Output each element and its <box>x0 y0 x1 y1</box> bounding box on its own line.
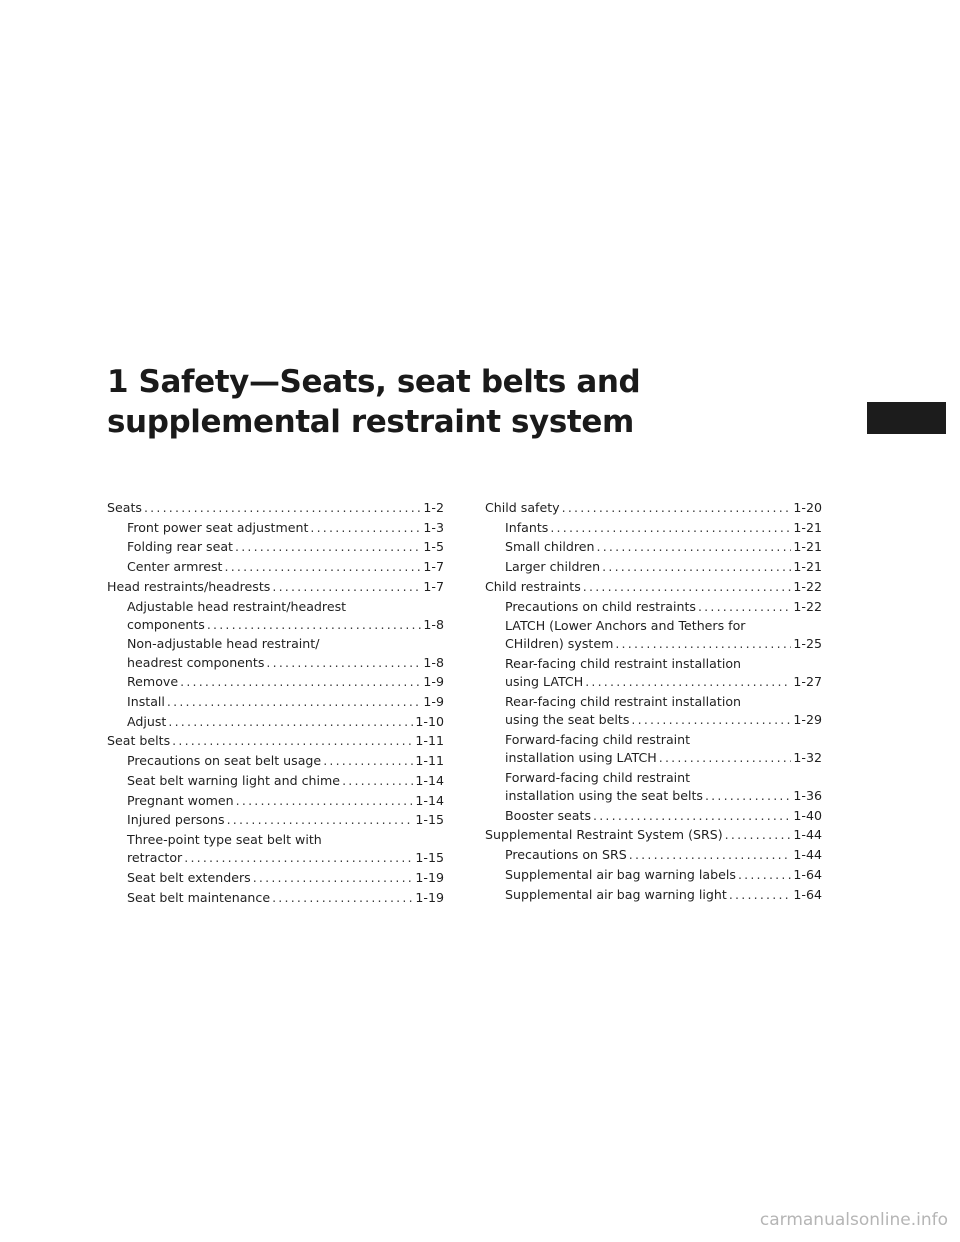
toc-entry[interactable] <box>107 732 444 750</box>
toc-page-number: 1-44 <box>793 847 822 863</box>
toc-entry-row <box>127 772 444 790</box>
toc-entry[interactable] <box>485 693 822 729</box>
toc-entry[interactable] <box>107 693 444 711</box>
toc-entry[interactable] <box>107 713 444 731</box>
toc-page-number: 1-44 <box>793 827 822 843</box>
toc-page-number: 1-7 <box>423 578 444 594</box>
toc-entry-label: headrest components <box>127 654 265 670</box>
toc-entry[interactable] <box>107 673 444 691</box>
toc-entry-row <box>127 713 444 731</box>
toc-page-number: 1-9 <box>423 694 444 710</box>
toc-entry-label: Seat belt extenders <box>127 869 251 885</box>
toc-entry[interactable] <box>485 499 822 517</box>
toc-dot-leader <box>253 869 414 887</box>
toc-dot-leader <box>342 772 413 790</box>
toc-entry[interactable] <box>485 655 822 691</box>
toc-entry-row <box>127 693 444 711</box>
toc-dot-leader <box>725 826 792 844</box>
toc-entry-label: Adjust <box>127 713 167 729</box>
toc-entry-label: retractor <box>127 850 183 866</box>
toc-entry-label: Child restraints <box>485 578 581 594</box>
toc-entry-label: Install <box>127 694 165 710</box>
toc-entry-row <box>127 558 444 576</box>
toc-entry[interactable] <box>107 538 444 556</box>
toc-dot-leader <box>310 519 421 537</box>
toc-page-number: 1-22 <box>793 598 822 614</box>
toc-page-number: 1-15 <box>415 850 444 866</box>
toc-dot-leader <box>224 558 421 576</box>
toc-dot-leader <box>729 886 792 904</box>
toc-entry[interactable] <box>485 826 822 844</box>
toc-entry-row <box>127 792 444 810</box>
toc-entry-label: Head restraints/headrests <box>107 578 271 594</box>
toc-entry-label: Small children <box>505 539 595 555</box>
toc-entry-row <box>485 578 822 596</box>
toc-entry-label: Seat belts <box>107 733 171 749</box>
toc-page-number: 1-21 <box>793 519 822 535</box>
toc-entry-label: Remove <box>127 674 179 690</box>
toc-entry-label: Pregnant women <box>127 792 234 808</box>
chapter-title <box>107 362 827 442</box>
toc-dot-leader <box>207 616 422 634</box>
toc-dot-leader <box>227 811 414 829</box>
toc-entry-row <box>127 869 444 887</box>
toc-dot-leader <box>593 807 791 825</box>
toc-page-number: 1-14 <box>415 772 444 788</box>
toc-page-number: 1-27 <box>793 674 822 690</box>
toc-entry-row <box>505 558 822 576</box>
toc-entry-label: using the seat belts <box>505 712 630 728</box>
toc-entry-label: Supplemental air bag warning light <box>505 886 727 902</box>
toc-entry-label: Booster seats <box>505 807 592 823</box>
toc-entry-row <box>505 598 822 616</box>
toc-page-number: 1-29 <box>793 712 822 728</box>
toc-entry-label: installation using LATCH <box>505 750 657 766</box>
chapter-title-line-2: supplemental restraint system <box>107 404 634 440</box>
toc-dot-leader <box>597 538 792 556</box>
toc-entry-row <box>127 811 444 829</box>
chapter-thumb-tab <box>867 402 946 434</box>
toc-page-number: 1-9 <box>423 674 444 690</box>
toc-dot-leader <box>585 673 791 691</box>
toc-entry-label: installation using the seat belts <box>505 788 703 804</box>
toc-dot-leader <box>631 711 791 729</box>
toc-entry-row <box>127 889 444 907</box>
toc-entry[interactable] <box>107 499 444 517</box>
toc-entry-label: Supplemental air bag warning labels <box>505 866 736 882</box>
toc-entry-label: Seat belt maintenance <box>127 889 271 905</box>
toc-column-right <box>485 499 822 905</box>
toc-entry-row <box>505 787 822 805</box>
toc-entry[interactable] <box>107 792 444 810</box>
toc-entry-label-line: Three-point type seat belt with <box>127 831 322 847</box>
toc-dot-leader <box>236 792 414 810</box>
toc-entry[interactable] <box>107 598 444 634</box>
toc-entry[interactable] <box>107 558 444 576</box>
toc-entry-row <box>485 499 822 517</box>
toc-entry[interactable] <box>485 886 822 904</box>
toc-page-number: 1-32 <box>793 750 822 766</box>
toc-entry-label-line: Rear-facing child restraint installation <box>505 656 742 672</box>
toc-page-number: 1-25 <box>793 636 822 652</box>
toc-entry-row <box>107 499 444 517</box>
toc-entry[interactable] <box>107 831 444 867</box>
toc-entry-row <box>127 673 444 691</box>
toc-entry[interactable] <box>485 846 822 864</box>
toc-entry[interactable] <box>107 889 444 907</box>
toc-dot-leader <box>705 787 791 805</box>
toc-page-number: 1-7 <box>423 559 444 575</box>
toc-entry[interactable] <box>107 519 444 537</box>
toc-entry-row <box>127 849 444 867</box>
toc-page-number: 1-8 <box>423 654 444 670</box>
toc-dot-leader <box>144 499 421 517</box>
toc-entry-row <box>485 826 822 844</box>
toc-entry-row <box>505 519 822 537</box>
toc-entry-row <box>505 846 822 864</box>
toc-page-number: 1-20 <box>793 500 822 515</box>
toc-entry[interactable] <box>485 598 822 616</box>
toc-entry-row <box>505 866 822 884</box>
toc-entry-label: Seat belt warning light and chime <box>127 772 341 788</box>
toc-entry[interactable] <box>485 578 822 596</box>
toc-entry-label: Precautions on seat belt usage <box>127 753 322 769</box>
toc-dot-leader <box>738 866 791 884</box>
toc-page-number: 1-19 <box>415 869 444 885</box>
toc-dot-leader <box>235 538 421 556</box>
toc-entry[interactable] <box>485 538 822 556</box>
toc-entry-label-line: Adjustable head restraint/headrest <box>127 598 347 614</box>
watermark: carmanualsonline.info <box>759 1210 948 1230</box>
toc-page-number: 1-10 <box>415 713 444 729</box>
toc-page-number: 1-14 <box>415 792 444 808</box>
toc-dot-leader <box>659 749 792 767</box>
toc-dot-leader <box>168 713 413 731</box>
toc-dot-leader <box>602 558 791 576</box>
toc-entry-row <box>505 635 822 653</box>
toc-dot-leader <box>167 693 422 711</box>
toc-page-number: 1-21 <box>793 559 822 575</box>
toc-entry-row <box>107 732 444 750</box>
toc-dot-leader <box>583 578 792 596</box>
toc-dot-leader <box>562 499 792 517</box>
toc-page-number: 1-36 <box>793 788 822 804</box>
chapter-title-line-1: 1 Safety—Seats, seat belts and <box>107 364 641 400</box>
toc-dot-leader <box>698 598 791 616</box>
toc-entry-label-line: Rear-facing child restraint installation <box>505 694 742 710</box>
toc-entry[interactable] <box>485 866 822 884</box>
toc-entry-label: CHildren) system <box>505 636 614 652</box>
toc-entry[interactable] <box>485 558 822 576</box>
toc-entry-row <box>127 538 444 556</box>
toc-entry[interactable] <box>107 635 444 671</box>
toc-entry-label: Front power seat adjustment <box>127 519 309 535</box>
toc-dot-leader <box>615 635 791 653</box>
toc-entry-row <box>127 752 444 770</box>
toc-page-number: 1-3 <box>423 519 444 535</box>
toc-entry-label: Supplemental Restraint System (SRS) <box>485 827 723 843</box>
toc-entry[interactable] <box>107 752 444 770</box>
toc-entry-row <box>505 749 822 767</box>
toc-dot-leader <box>272 578 421 596</box>
toc-dot-leader <box>629 846 792 864</box>
toc-entry-label: Larger children <box>505 559 601 575</box>
toc-entry-row <box>107 578 444 596</box>
toc-entry-label: Precautions on SRS <box>505 847 627 863</box>
toc-column-left <box>107 499 444 908</box>
toc-entry-row <box>127 519 444 537</box>
toc-page-number: 1-21 <box>793 539 822 555</box>
toc-entry-label: Infants <box>505 519 549 535</box>
toc-entry-label-line: LATCH (Lower Anchors and Tethers for <box>505 618 746 634</box>
toc-dot-leader <box>180 673 421 691</box>
toc-entry-row <box>505 711 822 729</box>
toc-page-number: 1-5 <box>423 539 444 555</box>
toc-entry[interactable] <box>107 772 444 790</box>
toc-entry-row <box>505 673 822 691</box>
toc-page-number: 1-19 <box>415 889 444 905</box>
toc-entry-label-line: Non-adjustable head restraint/ <box>127 636 320 652</box>
toc-page-number: 1-22 <box>793 578 822 594</box>
toc-page-number: 1-15 <box>415 812 444 828</box>
toc-page-number: 1-11 <box>415 753 444 769</box>
toc-page-number: 1-2 <box>423 500 444 515</box>
toc-entry[interactable] <box>107 811 444 829</box>
toc-entry[interactable] <box>485 519 822 537</box>
toc-entry-row <box>505 886 822 904</box>
toc-page-number: 1-64 <box>793 886 822 902</box>
toc-entry-label: Seats <box>107 500 142 515</box>
toc-dot-leader <box>184 849 413 867</box>
toc-dot-leader <box>550 519 791 537</box>
toc-page-number: 1-40 <box>793 807 822 823</box>
toc-entry-label: using LATCH <box>505 674 584 690</box>
toc-entry[interactable] <box>485 731 822 767</box>
toc-entry[interactable] <box>107 578 444 596</box>
toc-entry-label: Center armrest <box>127 559 223 575</box>
toc-entry-row <box>505 538 822 556</box>
toc-page-number: 1-64 <box>793 866 822 882</box>
toc-entry-row <box>127 616 444 634</box>
toc-entry[interactable] <box>485 769 822 805</box>
toc-dot-leader <box>323 752 413 770</box>
toc-entry-label: Precautions on child restraints <box>505 598 696 614</box>
toc-entry-label: Folding rear seat <box>127 539 233 555</box>
toc-entry-row <box>127 654 444 672</box>
toc-entry-row <box>505 807 822 825</box>
toc-entry-label: components <box>127 616 205 632</box>
toc-entry-label: Child safety <box>485 500 560 515</box>
toc-entry-label: Injured persons <box>127 812 225 828</box>
toc-page-number: 1-11 <box>415 733 444 749</box>
toc-dot-leader <box>172 732 413 750</box>
toc-page-number: 1-8 <box>423 616 444 632</box>
toc-entry-label-line: Forward-facing child restraint <box>505 769 691 785</box>
toc-dot-leader <box>266 654 421 672</box>
toc-dot-leader <box>272 889 413 907</box>
toc-entry[interactable] <box>485 617 822 653</box>
toc-entry[interactable] <box>107 869 444 887</box>
toc-entry[interactable] <box>485 807 822 825</box>
toc-entry-label-line: Forward-facing child restraint <box>505 731 691 747</box>
